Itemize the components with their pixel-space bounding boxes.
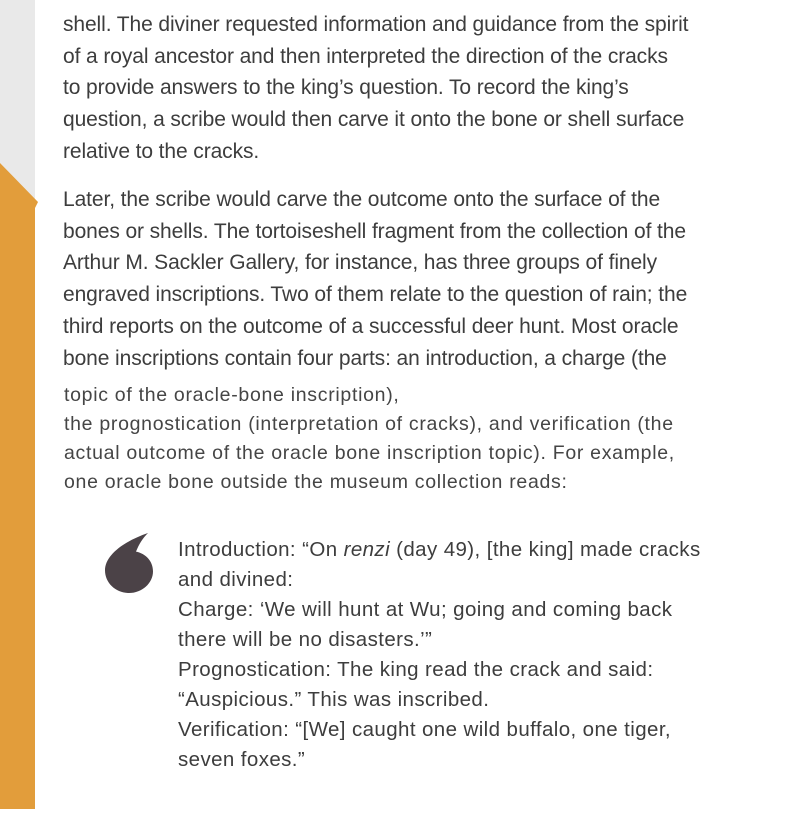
- left-decoration-bands: [0, 0, 40, 815]
- text-line: bone inscriptions contain four parts: an introduction, a charge (the: [63, 346, 667, 370]
- blockquote-line: Verification: “[We] caught one wild buffalo, one tiger,: [178, 718, 672, 741]
- italic-term-renzi: renzi: [343, 538, 391, 561]
- text-line: actual outcome of the oracle bone inscription topic). For example,: [64, 442, 675, 464]
- text-line: bones or shells. The tortoiseshell fragment from the collection of the: [63, 219, 686, 243]
- blockquote: [178, 535, 701, 775]
- text-line: Later, the scribe would carve the outcome onto the surface of the: [63, 188, 661, 211]
- text-line: to provide answers to the king’s question. To record the king’s: [63, 76, 629, 100]
- blockquote-text-segment: (day 49), [the king] made cracks: [390, 538, 701, 561]
- blockquote-line: there will be no disasters.’”: [178, 628, 433, 651]
- blockquote-line-introduction: [178, 535, 701, 565]
- paragraph-2: [63, 184, 687, 374]
- text-line: shell. The diviner requested information and guidance from the spirit: [63, 13, 689, 36]
- blockquote-line: Prognostication: The king read the crack and said:: [178, 658, 654, 681]
- blockquote-line: Charge: ‘We will hunt at Wu; going and coming back: [178, 598, 673, 621]
- text-line: question, a scribe would then carve it onto the bone or shell surface: [63, 108, 685, 132]
- blockquote-text-segment: Introduction: “On: [178, 538, 344, 561]
- text-line: topic of the oracle-bone inscription),: [64, 384, 400, 406]
- text-line: Arthur M. Sackler Gallery, for instance, has three groups of finely: [63, 251, 658, 275]
- text-line: engraved inscriptions. Two of them relate to the question of rain; the: [63, 283, 688, 307]
- orange-side-band: [0, 163, 38, 809]
- text-line: third reports on the outcome of a successful deer hunt. Most oracle: [63, 314, 679, 338]
- text-line: relative to the cracks.: [63, 139, 260, 163]
- paragraph-1: [63, 9, 688, 168]
- text-line: the prognostication (interpretation of cracks), and verification (the: [64, 413, 674, 435]
- text-line: of a royal ancestor and then interpreted the direction of the cracks: [63, 44, 668, 68]
- quote-mark-shape: [105, 533, 153, 593]
- text-line: one oracle bone outside the museum collection reads:: [64, 471, 568, 493]
- opening-quote-icon: [103, 531, 155, 594]
- blockquote-line: and divined:: [178, 568, 294, 591]
- blockquote-line: “Auspicious.” This was inscribed.: [178, 688, 490, 711]
- paragraph-3: [64, 381, 675, 497]
- blockquote-line: seven foxes.”: [178, 748, 306, 771]
